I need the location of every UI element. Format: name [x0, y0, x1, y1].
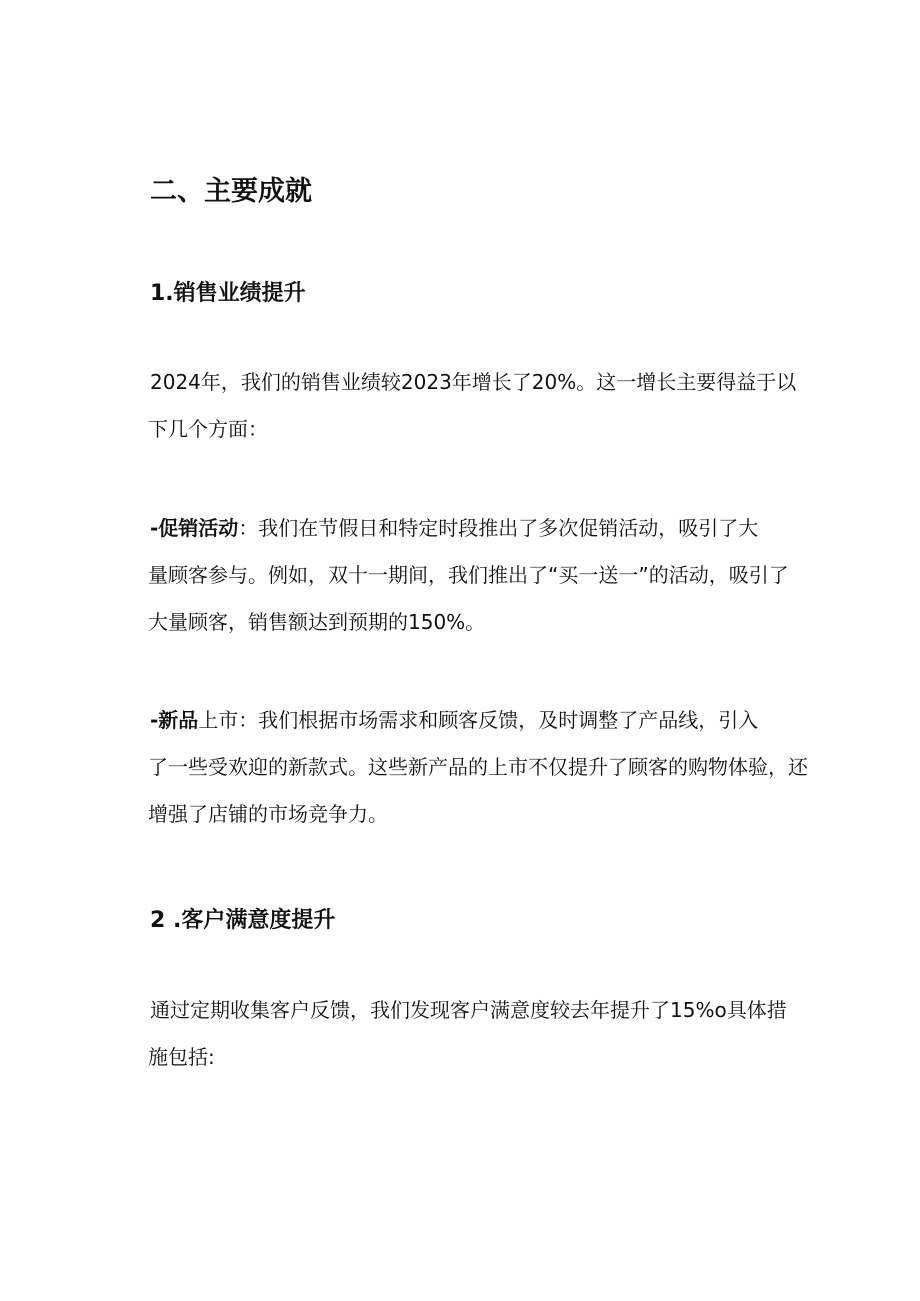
paragraph-line: 施包括:	[148, 1045, 215, 1069]
paragraph-line: 量顾客参与。例如，双十一期间，我们推出了“买一送一”的活动，吸引了	[148, 563, 789, 587]
paragraph-line: 下几个方面：	[148, 417, 268, 441]
new-product-text: 上市：我们根据市场需求和顾客反馈，及时调整了产品线，引入	[198, 708, 759, 732]
paragraph-line	[150, 505, 822, 552]
paragraph-line: 通过定期收集客户反馈，我们发现客户满意度较去年提升了15%o具体措	[150, 998, 787, 1022]
subsection-heading-satisfaction: 2 .客户满意度提升	[150, 908, 336, 933]
new-product-label: -新品	[150, 708, 199, 732]
paragraph-line: 了一些受欢迎的新款式。这些新产品的上市不仅提升了顾客的购物体验，还	[148, 755, 808, 779]
sales-intro-paragraph	[150, 359, 822, 453]
paragraph-line	[150, 697, 822, 744]
paragraph-line: 大量顾客，销售额达到预期的150%。	[148, 610, 486, 634]
promo-paragraph	[150, 505, 822, 646]
promo-text: ：我们在节假日和特定时段推出了多次促销活动，吸引了大	[238, 516, 759, 540]
new-product-paragraph	[150, 697, 822, 838]
subsection-heading-sales: 1.销售业绩提升	[150, 281, 306, 306]
section-title: 二、主要成就	[150, 176, 312, 207]
promo-label: -促销活动	[150, 516, 239, 540]
paragraph-line: 增强了店铺的市场竞争力。	[148, 802, 388, 826]
paragraph-line: 2024年，我们的销售业绩较2023年增长了20%。这一增长主要得益于以	[150, 370, 797, 394]
satisfaction-intro-paragraph	[150, 987, 822, 1081]
